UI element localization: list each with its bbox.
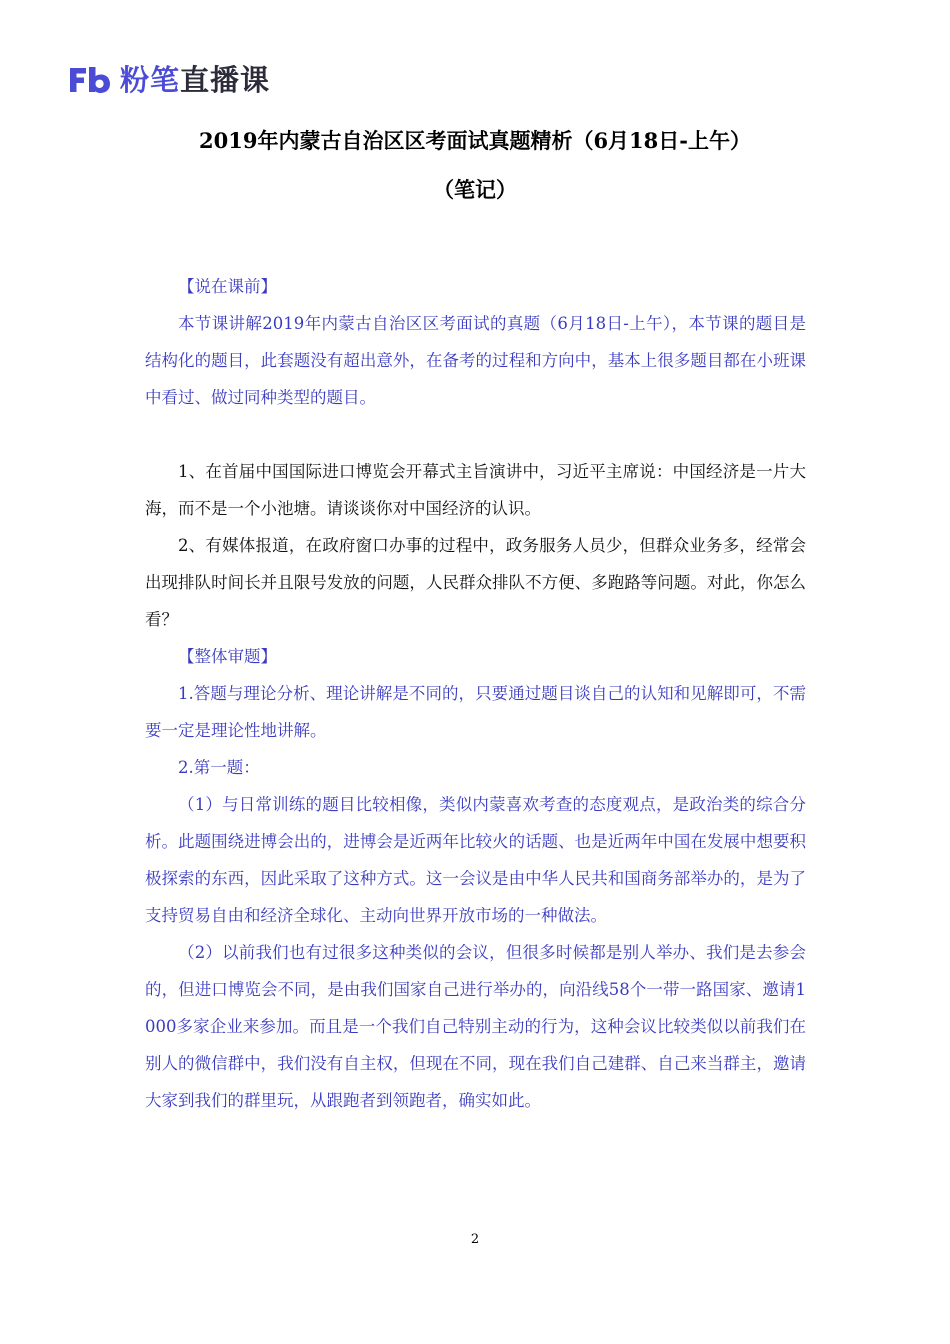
brand-logo	[68, 62, 270, 98]
logo-text	[120, 62, 270, 98]
document-title: 2019年内蒙古自治区区考面试真题精析（6月18日-上午）	[199, 128, 751, 153]
page-number: 2	[470, 1232, 480, 1247]
question-1: 1、在首届中国国际进口博览会开幕式主旨演讲中，习近平主席说：中国经济是一片大海，而不是一个小池塘。请谈谈你对中国经济的认识。	[145, 462, 806, 518]
question-2: 2、有媒体报道，在政府窗口办事的过程中，政务服务人员少，但群众业务多，经常会出现排队时间长并且限号发放的问题，人民群众排队不方便、多跑路等问题。对此，你怎么看？	[145, 536, 806, 629]
paragraph-gap	[145, 416, 806, 453]
logo-brand-text: 粉笔	[120, 63, 181, 97]
review-point-2: 2.第一题：	[178, 758, 260, 777]
section-heading-intro: 【说在课前】	[178, 277, 277, 296]
review-subpoint-1: （1）与日常训练的题目比较相像，类似内蒙喜欢考查的态度观点，是政治类的综合分析。此题围绕进博会出的，进博会是近两年比较火的话题、也是近两年中国在发展中想要积极探索的东西，因此采取了这种方式。这一会议是由中华人民共和国商务部举办的，是为了支持贸易自由和经济全球化、主动向世界开放市场的一种做法。	[145, 795, 806, 925]
logo-product-text: 直播课	[180, 63, 271, 97]
document-body	[145, 268, 806, 1119]
fenbi-logo-icon	[68, 65, 112, 95]
intro-paragraph: 本节课讲解2019年内蒙古自治区区考面试的真题（6月18日-上午），本节课的题目是结构化的题目，此套题没有超出意外，在备考的过程和方向中，基本上很多题目都在小班课中看过、做过同种类型的题目。	[145, 314, 806, 407]
review-subpoint-2: （2）以前我们也有过很多这种类似的会议，但很多时候都是别人举办、我们是去参会的，但进口博览会不同，是由我们国家自己进行举办的，向沿线58个一带一路国家、邀请1000多家企业来参加。而且是一个我们自己特别主动的行为，这种会议比较类似以前我们在别人的微信群中，我们没有自主权，但现在不同，现在我们自己建群、自己来当群主，邀请大家到我们的群里玩，从跟跑者到领跑者，确实如此。	[145, 943, 806, 1110]
document-subtitle: （笔记）	[433, 177, 517, 202]
review-point-1: 1.答题与理论分析、理论讲解是不同的，只要通过题目谈自己的认知和见解即可，不需要一定是理论性地讲解。	[145, 684, 806, 740]
section-heading-review: 【整体审题】	[178, 647, 277, 666]
